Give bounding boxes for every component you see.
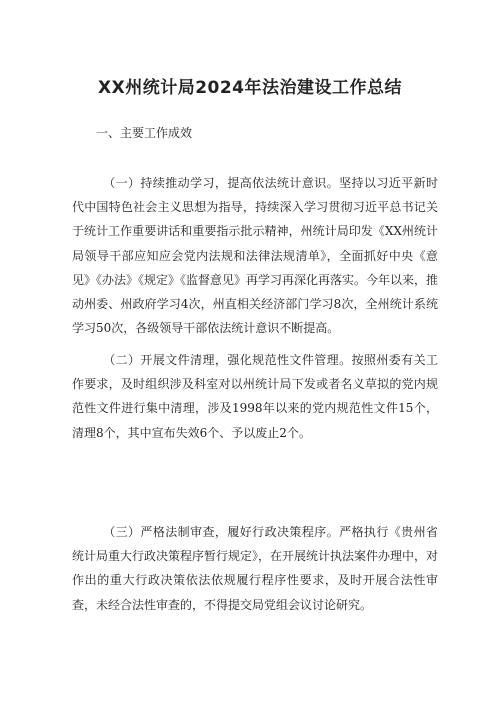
paragraph-study: （一）持续推动学习，提高依法统计意识。坚持以习近平新时代中国特色社会主义思想为指导，持续深入学习贯彻习近平总书记关于统计工作重要讲话和重要指示批示精神，州统计局印发《XX州统计局领导干部应知应会党内法规和法律法规清单》，全面抓好中央《意见》《办法》《规定》《监督意见》再学习再深化再落实。今年以来，推动州委、州政府学习4次，州直相关经济部门学习8次，全州统计系统学习50次，各级领导干部依法统计意识不断提高。 — [72, 176, 439, 336]
paragraph-legal-review: （三）严格法制审查，履好行政决策程序。严格执行《贵州省统计局重大行政决策程序暂行规定》，在开展统计执法案件办理中，对作出的重大行政决策依法依规履行程序性要求，及时开展合法性审查，未经合法性审查的，不得提交局党组会议讨论研究。 — [72, 525, 439, 612]
section-heading: 一、主要工作成效 — [96, 126, 193, 140]
paragraph-document-cleanup: （二）开展文件清理，强化规范性文件管理。按照州委有关工作要求，及时组织涉及科室对以州统计局下发或者名义草拟的党内规范性文件进行集中清理，涉及1998年以来的党内规范性文件15个，清理8个，其中宣布失效6个、予以废止2个。 — [72, 353, 438, 440]
document-title: XX州统计局2024年法治建设工作总结 — [97, 78, 403, 98]
